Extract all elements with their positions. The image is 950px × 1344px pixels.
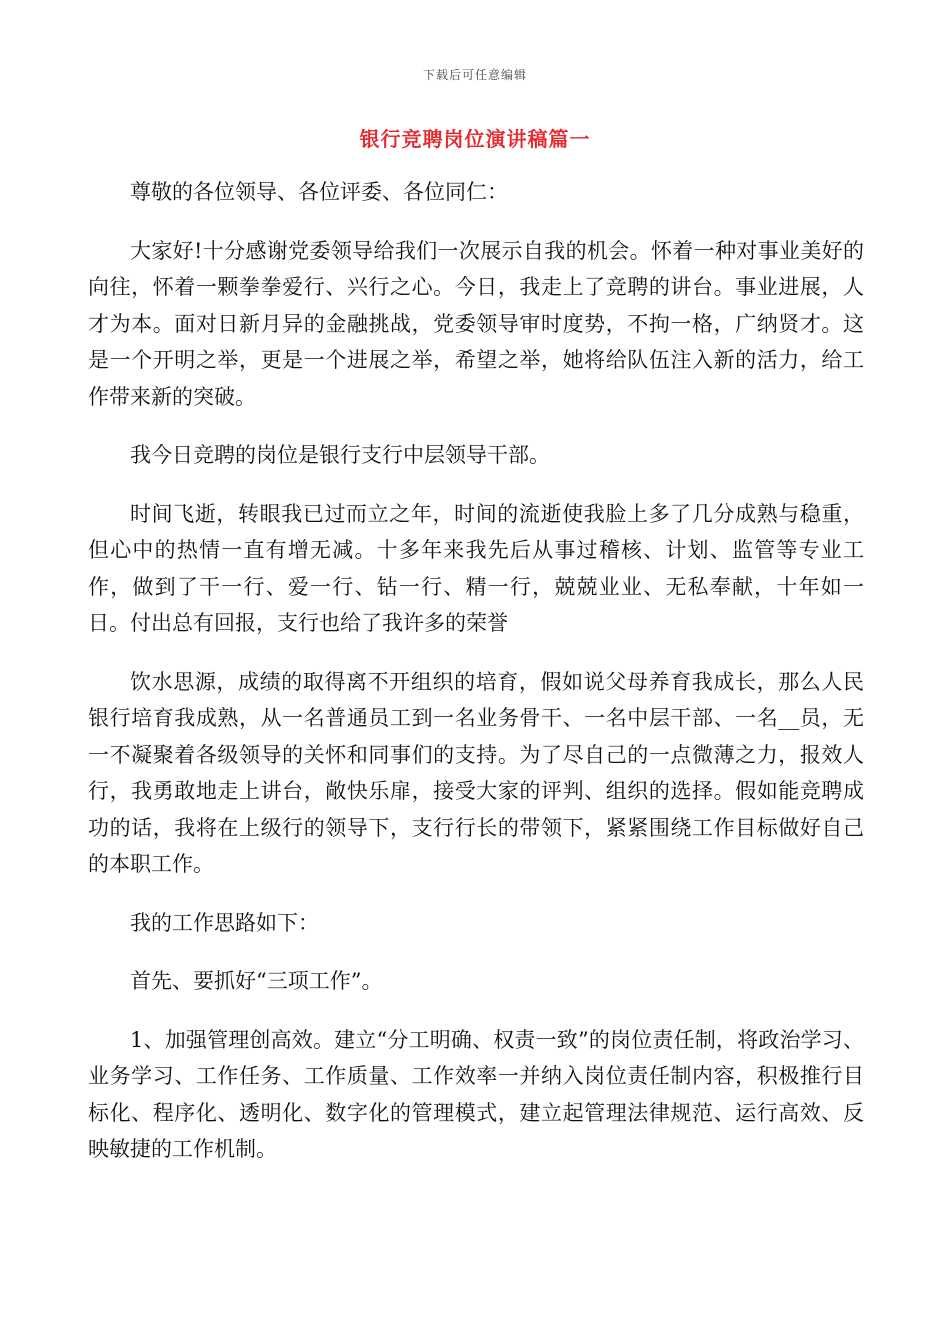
document-body [88,152,864,1190]
header-note: 下载后可任意编辑 [422,68,527,82]
document-title: 银行竞聘岗位演讲稿篇一 [359,127,591,151]
opening-paragraph: 大家好!十分感谢党委领导给我们一次展示自我的机会。怀着一种对事业美好的向往，怀着一颗拳拳爱行、兴行之心。今日，我走上了竞聘的讲台。事业进展，人才为本。面对日新月异的金融挑战，党委领导审时度势，不拘一格，广纳贤才。这是一个开明之举，更是一个进展之举，希望之举，她将给队伍注入新的活力，给工作带来新的突破。 [88,238,864,409]
first-point-paragraph: 首先、要抓好“三项工作”。 [130,969,383,993]
management-paragraph: 1、加强管理创高效。建立“分工明确、权责一致”的岗位责任制，将政治学习、业务学习、工作任务、工作质量、工作效率一并纳入岗位责任制内容，积极推行目标化、程序化、透明化、数字化的管理模式，建立起管理法律规范、运行高效、反映敏捷的工作机制。 [88,1027,864,1161]
salutation-paragraph: 尊敬的各位领导、各位评委、各位同仁： [130,180,508,204]
experience-paragraph: 时间飞逝，转眼我已过而立之年，时间的流逝使我脸上多了几分成熟与稳重，但心中的热情一直有增无减。十多年来我先后从事过稽核、计划、监管等专业工作，做到了干一行、爱一行、钻一行、精一行，兢兢业业、无私奉献，十年如一日。付出总有回报，支行也给了我许多的荣誉 [88,501,864,635]
gratitude-paragraph: 饮水思源，成绩的取得离不开组织的培育，假如说父母养育我成长，那么人民银行培育我成熟，从一名普通员工到一名业务骨干、一名中层干部、一名__员，无一不凝聚着各级领导的关怀和同事们的支持。为了尽自己的一点微薄之力，报效人行，我勇敢地走上讲台，敞快乐扉，接受大家的评判、组织的选择。假如能竞聘成功的话，我将在上级行的领导下，支行行长的带领下，紧紧围绕工作目标做好自己的本职工作。 [88,669,864,876]
work-plan-intro-paragraph: 我的工作思路如下： [130,910,319,935]
position-paragraph: 我今日竞聘的岗位是银行支行中层领导干部。 [130,443,550,467]
